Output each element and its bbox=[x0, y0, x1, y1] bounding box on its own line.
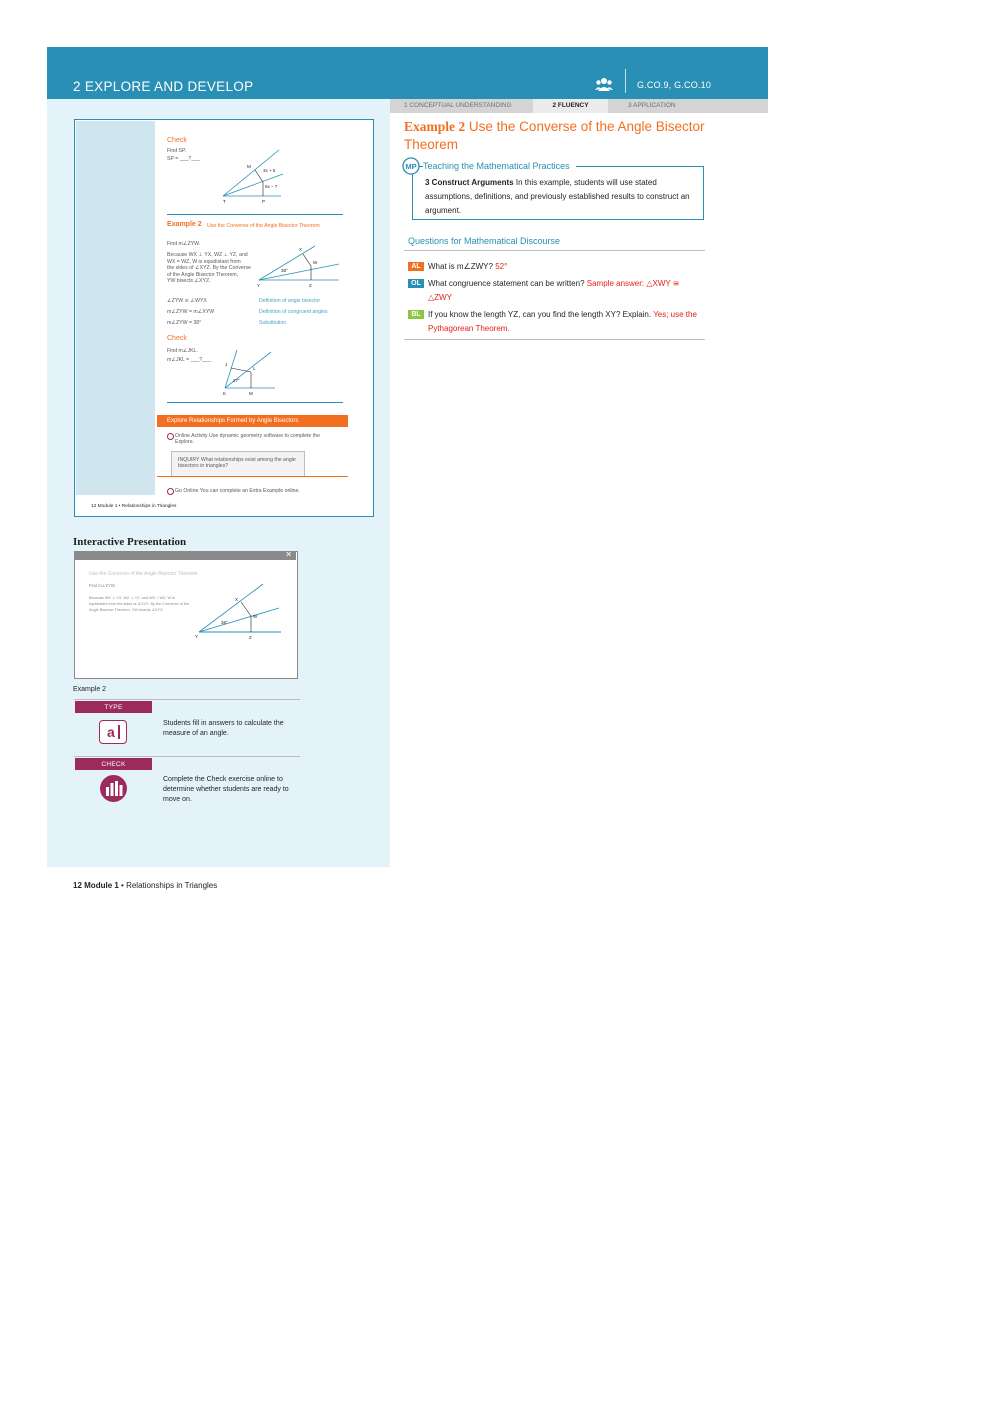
level-badge-bl: BL bbox=[408, 310, 424, 319]
footer-bullet: • bbox=[121, 881, 127, 890]
practices-bold: 3 Construct Arguments bbox=[425, 178, 514, 187]
footer-title: Relationships in Triangles bbox=[126, 881, 218, 890]
online-activity-icon bbox=[167, 433, 174, 440]
fig2-label-angle: 38° bbox=[281, 268, 288, 273]
header-divider bbox=[625, 69, 626, 93]
section-title: 2 EXPLORE AND DEVELOP bbox=[73, 79, 254, 94]
step-2-reason: Definition of congruent angles bbox=[259, 309, 328, 315]
example-label: Example 2 bbox=[404, 119, 466, 134]
type-description: Students fill in answers to calculate the measure of an angle. bbox=[163, 720, 284, 737]
question-bl-text: If you know the length YZ, can you find the length XY? Explain. bbox=[428, 310, 652, 319]
fig3-label-k: K bbox=[223, 391, 227, 396]
slide-text-1: Because WX ⊥ YX, WZ ⊥ YZ, and WX = WZ, W is bbox=[89, 596, 175, 600]
fig3-label-m: M bbox=[249, 391, 253, 396]
question-ol-answer: Sample answer: △XWY ≅ △ZWY bbox=[428, 279, 680, 302]
type-badge: TYPE bbox=[75, 701, 152, 713]
thumbnail-footer: 12 Module 1 • Relationships in Triangles bbox=[91, 504, 177, 509]
slide-fig-label-z: Z bbox=[249, 635, 252, 640]
slide-fig-label-angle: 38° bbox=[221, 620, 228, 625]
level-badge-al: AL bbox=[408, 262, 424, 271]
reason-line-3: the sides of ∠XYZ. By the Converse bbox=[167, 265, 251, 271]
standards-label: G.CO.9, G.CO.10 bbox=[637, 80, 712, 90]
step-1-statement: ∠ZYW ≅ ∠WYX bbox=[167, 298, 207, 304]
bar-chart-icon bbox=[100, 775, 127, 802]
divider-2 bbox=[167, 402, 343, 403]
progression-step-2: 2 FLUENCY bbox=[533, 99, 608, 113]
practices-text: In this example, students will use stated assumptions, definitions, and previously established results to construct an argument. bbox=[425, 178, 690, 215]
slide-fig-label-x: X bbox=[235, 597, 239, 602]
fig3-label-angle: 27° bbox=[233, 378, 240, 383]
divider-type bbox=[74, 699, 300, 700]
slide-fig-label-y: Y bbox=[195, 634, 199, 639]
check-badge: CHECK bbox=[75, 758, 152, 770]
online-activity-text: Online Activity Use dynamic geometry software to complete the Explore. bbox=[175, 433, 321, 446]
example-find: Find m∠ZYW. bbox=[167, 241, 201, 247]
check-answer: SP = ___?___ bbox=[167, 156, 200, 162]
progression-bar bbox=[390, 99, 768, 113]
discourse-title: Questions for Mathematical Discourse bbox=[408, 236, 561, 246]
step-1-reason: Definition of angle bisector bbox=[259, 298, 321, 304]
slide-text-2: equidistant from the sides of ∠XYZ. By the Converse of the bbox=[89, 602, 190, 606]
slide-fig-label-w: W bbox=[253, 614, 258, 619]
figure-angle-3 bbox=[221, 348, 277, 396]
example-heading-text: Use the Converse of the Angle Bisector Theorem bbox=[404, 119, 705, 152]
reason-line-4: of the Angle Bisector Theorem, bbox=[167, 271, 239, 278]
figure-angle-1 bbox=[215, 148, 285, 204]
fig1-label-p: P bbox=[262, 199, 266, 204]
question-ol-text: What congruence statement can be written? bbox=[428, 279, 585, 288]
reason-line-5: YW bisects ∠XYZ. bbox=[167, 278, 211, 284]
progression-step-1: 1 CONCEPTUAL UNDERSTANDING bbox=[404, 102, 512, 109]
practices-body bbox=[425, 176, 699, 218]
check-heading: Check bbox=[167, 137, 187, 144]
question-bl-answer: Yes; use the Pythagorean Theorem. bbox=[428, 310, 697, 333]
check-find: Find SP. bbox=[167, 148, 187, 154]
explore-bar bbox=[157, 415, 348, 427]
check-2-find: Find m∠JKL. bbox=[167, 348, 198, 354]
figure-angle-2 bbox=[255, 242, 341, 288]
example-heading: Example 2 bbox=[167, 221, 202, 228]
slide-figure bbox=[195, 580, 283, 640]
header-band bbox=[47, 47, 768, 99]
slide-heading: Use the Converse of the Angle Bisector Theorem bbox=[89, 571, 198, 577]
question-bl bbox=[428, 308, 698, 336]
fig1-label-m: M bbox=[247, 164, 251, 169]
question-al bbox=[428, 260, 698, 274]
fig2-label-z: Z bbox=[309, 283, 312, 288]
fig3-label-j: J bbox=[225, 362, 228, 367]
go-online-text: Go Online You can complete an Extra Example online. bbox=[175, 488, 300, 494]
check-description: Complete the Check exercise online to determine whether students are ready to move on. bbox=[163, 776, 289, 803]
fig2-label-w: W bbox=[313, 260, 318, 265]
presentation-titlebar bbox=[75, 552, 296, 560]
fig1-label-t: T bbox=[223, 199, 226, 204]
example-title bbox=[404, 118, 714, 153]
reason-line-2: WX = WZ, W is equidistant from bbox=[167, 258, 241, 265]
slide-text-3: Angle Bisector Theorem, YW bisects ∠XYZ. bbox=[89, 608, 164, 612]
step-2-statement: m∠ZYW = m∠XYW bbox=[167, 309, 215, 315]
fig3-label-l: L bbox=[253, 366, 256, 371]
inquiry-text: INQUIRY What relationships exist among the angle bisectors in triangles? bbox=[178, 457, 296, 470]
divider-check bbox=[74, 756, 300, 757]
mp-badge-text: MP bbox=[405, 162, 417, 171]
student-page-thumbnail bbox=[74, 119, 374, 517]
step-3-statement: m∠ZYW = 38° bbox=[167, 320, 202, 326]
check-2-answer: m∠JKL = ___?___ bbox=[167, 357, 211, 363]
fig1-label-expr1: 3x + 5 bbox=[263, 168, 276, 173]
discourse-rule-bottom bbox=[404, 339, 705, 340]
reason-line-1: Because WX ⊥ YX, WZ ⊥ YZ, and bbox=[167, 252, 248, 258]
fig2-label-x: X bbox=[299, 247, 303, 252]
level-badge-ol: OL bbox=[408, 279, 424, 288]
text-cursor-icon: a bbox=[99, 720, 127, 744]
discourse-rule-top bbox=[404, 250, 705, 251]
explore-bar-text: Explore Relationships Formed by Angle Bisectors bbox=[167, 418, 299, 424]
check-2-heading: Check bbox=[167, 335, 187, 342]
footer-module: Module 1 bbox=[84, 881, 119, 890]
footer-page-number: 12 bbox=[73, 881, 82, 890]
mp-badge-icon bbox=[402, 157, 420, 175]
fig2-label-y: Y bbox=[257, 283, 261, 288]
practices-title: Teaching the Mathematical Practices bbox=[423, 161, 576, 171]
presentation-caption: Example 2 bbox=[73, 686, 107, 693]
example-title: Use the Converse of the Angle Bisector Theorem bbox=[207, 223, 320, 229]
interactive-presentation-frame[interactable] bbox=[74, 551, 298, 679]
page-footer bbox=[73, 881, 217, 890]
question-al-answer: 52° bbox=[495, 262, 508, 271]
interactive-presentation-title: Interactive Presentation bbox=[73, 536, 187, 548]
question-al-text: What is m∠ZWY? bbox=[428, 262, 493, 271]
go-online-icon bbox=[167, 488, 174, 495]
step-3-reason: Substitution bbox=[259, 320, 287, 326]
slide-find: Find m∠ZYW. bbox=[89, 583, 116, 588]
inquiry-box bbox=[171, 451, 305, 477]
question-ol bbox=[428, 277, 698, 305]
people-icon bbox=[595, 77, 613, 91]
thumbnail-margin bbox=[76, 121, 155, 495]
orange-divider bbox=[157, 476, 348, 477]
fig1-label-expr2: 6x − 7 bbox=[265, 184, 278, 189]
divider bbox=[167, 214, 343, 215]
close-icon[interactable]: ✕ bbox=[285, 550, 292, 559]
progression-step-3: 3 APPLICATION bbox=[628, 102, 676, 109]
